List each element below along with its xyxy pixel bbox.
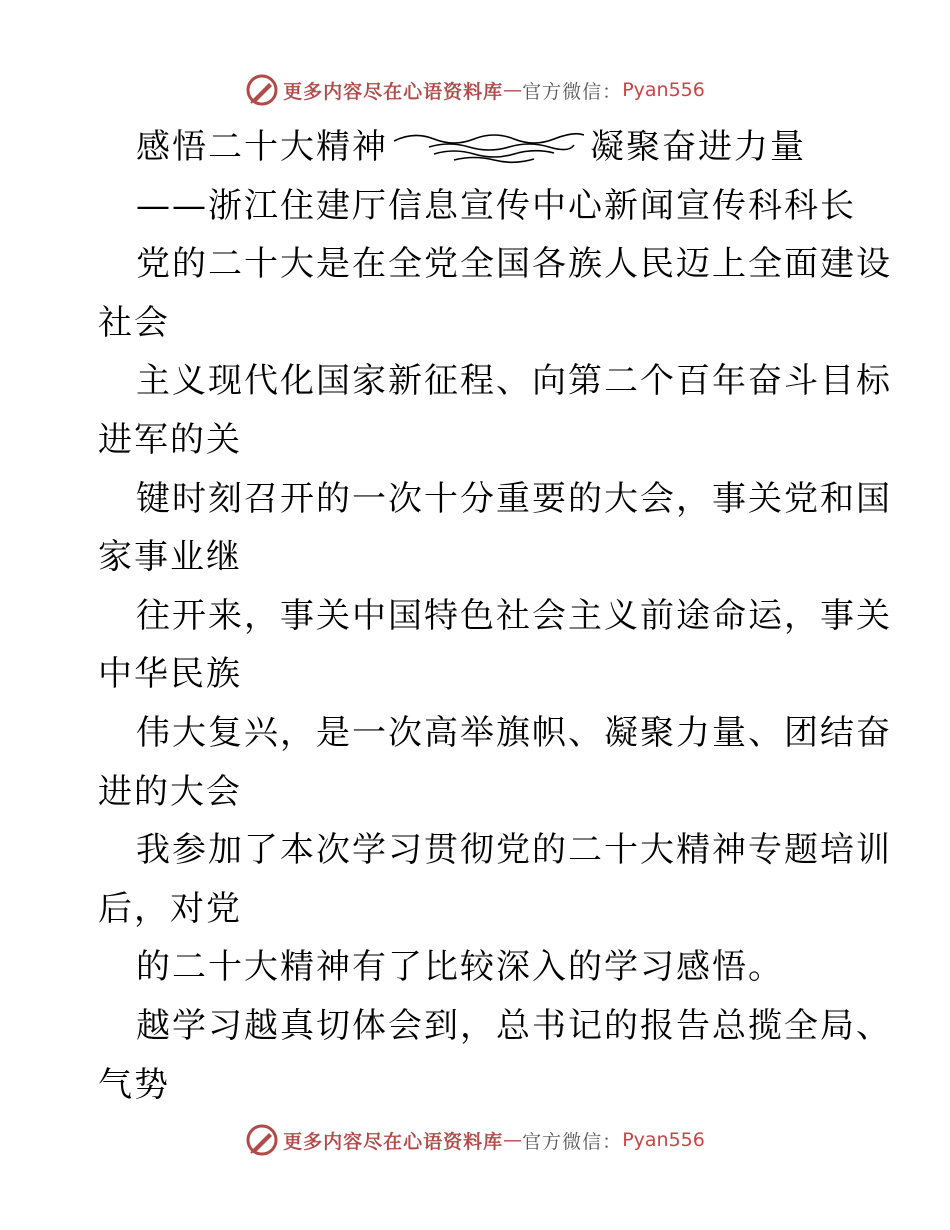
- text-line: 主义现代化国家新征程、向第二个百年奋斗目标: [136, 361, 892, 402]
- text-line: 党的二十大是在全党全国各族人民迈上全面建设: [136, 244, 892, 285]
- text-line: 越学习越真切体会到，总书记的报告总揽全局、: [136, 1005, 892, 1046]
- text-line: 气势: [98, 1064, 170, 1105]
- header-banner: [0, 70, 950, 110]
- banner-official-label: 官方微信：: [522, 1130, 623, 1153]
- text-line: 家事业继: [98, 537, 242, 578]
- document-title: [98, 118, 858, 177]
- text-line: 往开来，事关中国特色社会主义前途命运，事关: [136, 595, 892, 636]
- banner-official-label: 官方微信：: [522, 80, 623, 103]
- wavy-separator-icon: [394, 127, 584, 167]
- text-line: 的二十大精神有了比较深入的学习感悟。: [136, 947, 784, 988]
- banner-dash: —: [503, 1129, 523, 1151]
- pen-logo-icon: [245, 1123, 279, 1157]
- banner-wechat-id: Pyan556: [622, 79, 705, 101]
- text-line: 进的大会: [98, 771, 242, 812]
- text-line: 伟大复兴，是一次高举旗帜、凝聚力量、团结奋: [136, 712, 892, 753]
- banner-dash: —: [503, 79, 523, 101]
- pen-logo-icon: [245, 73, 279, 107]
- text-line: 中华民族: [98, 654, 242, 695]
- text-line: 我参加了本次学习贯彻党的二十大精神专题培训: [136, 830, 892, 871]
- banner-site-text: 更多内容尽在心语资料库: [283, 1130, 504, 1153]
- banner-site-text: 更多内容尽在心语资料库: [283, 80, 504, 103]
- text-line: 社会: [98, 302, 170, 343]
- text-line: 后，对党: [98, 888, 242, 929]
- subtitle: ——浙江住建厅信息宣传中心新闻宣传科科长: [136, 185, 856, 226]
- text-line: 进军的关: [98, 419, 242, 460]
- title-left: 感悟二十大精神: [136, 127, 388, 167]
- text-line: 键时刻召开的一次十分重要的大会，事关党和国: [136, 478, 892, 519]
- banner-wechat-id: Pyan556: [622, 1129, 705, 1151]
- footer-banner: [0, 1120, 950, 1160]
- title-right: 凝聚奋进力量: [590, 127, 806, 167]
- document-body: [98, 118, 892, 1114]
